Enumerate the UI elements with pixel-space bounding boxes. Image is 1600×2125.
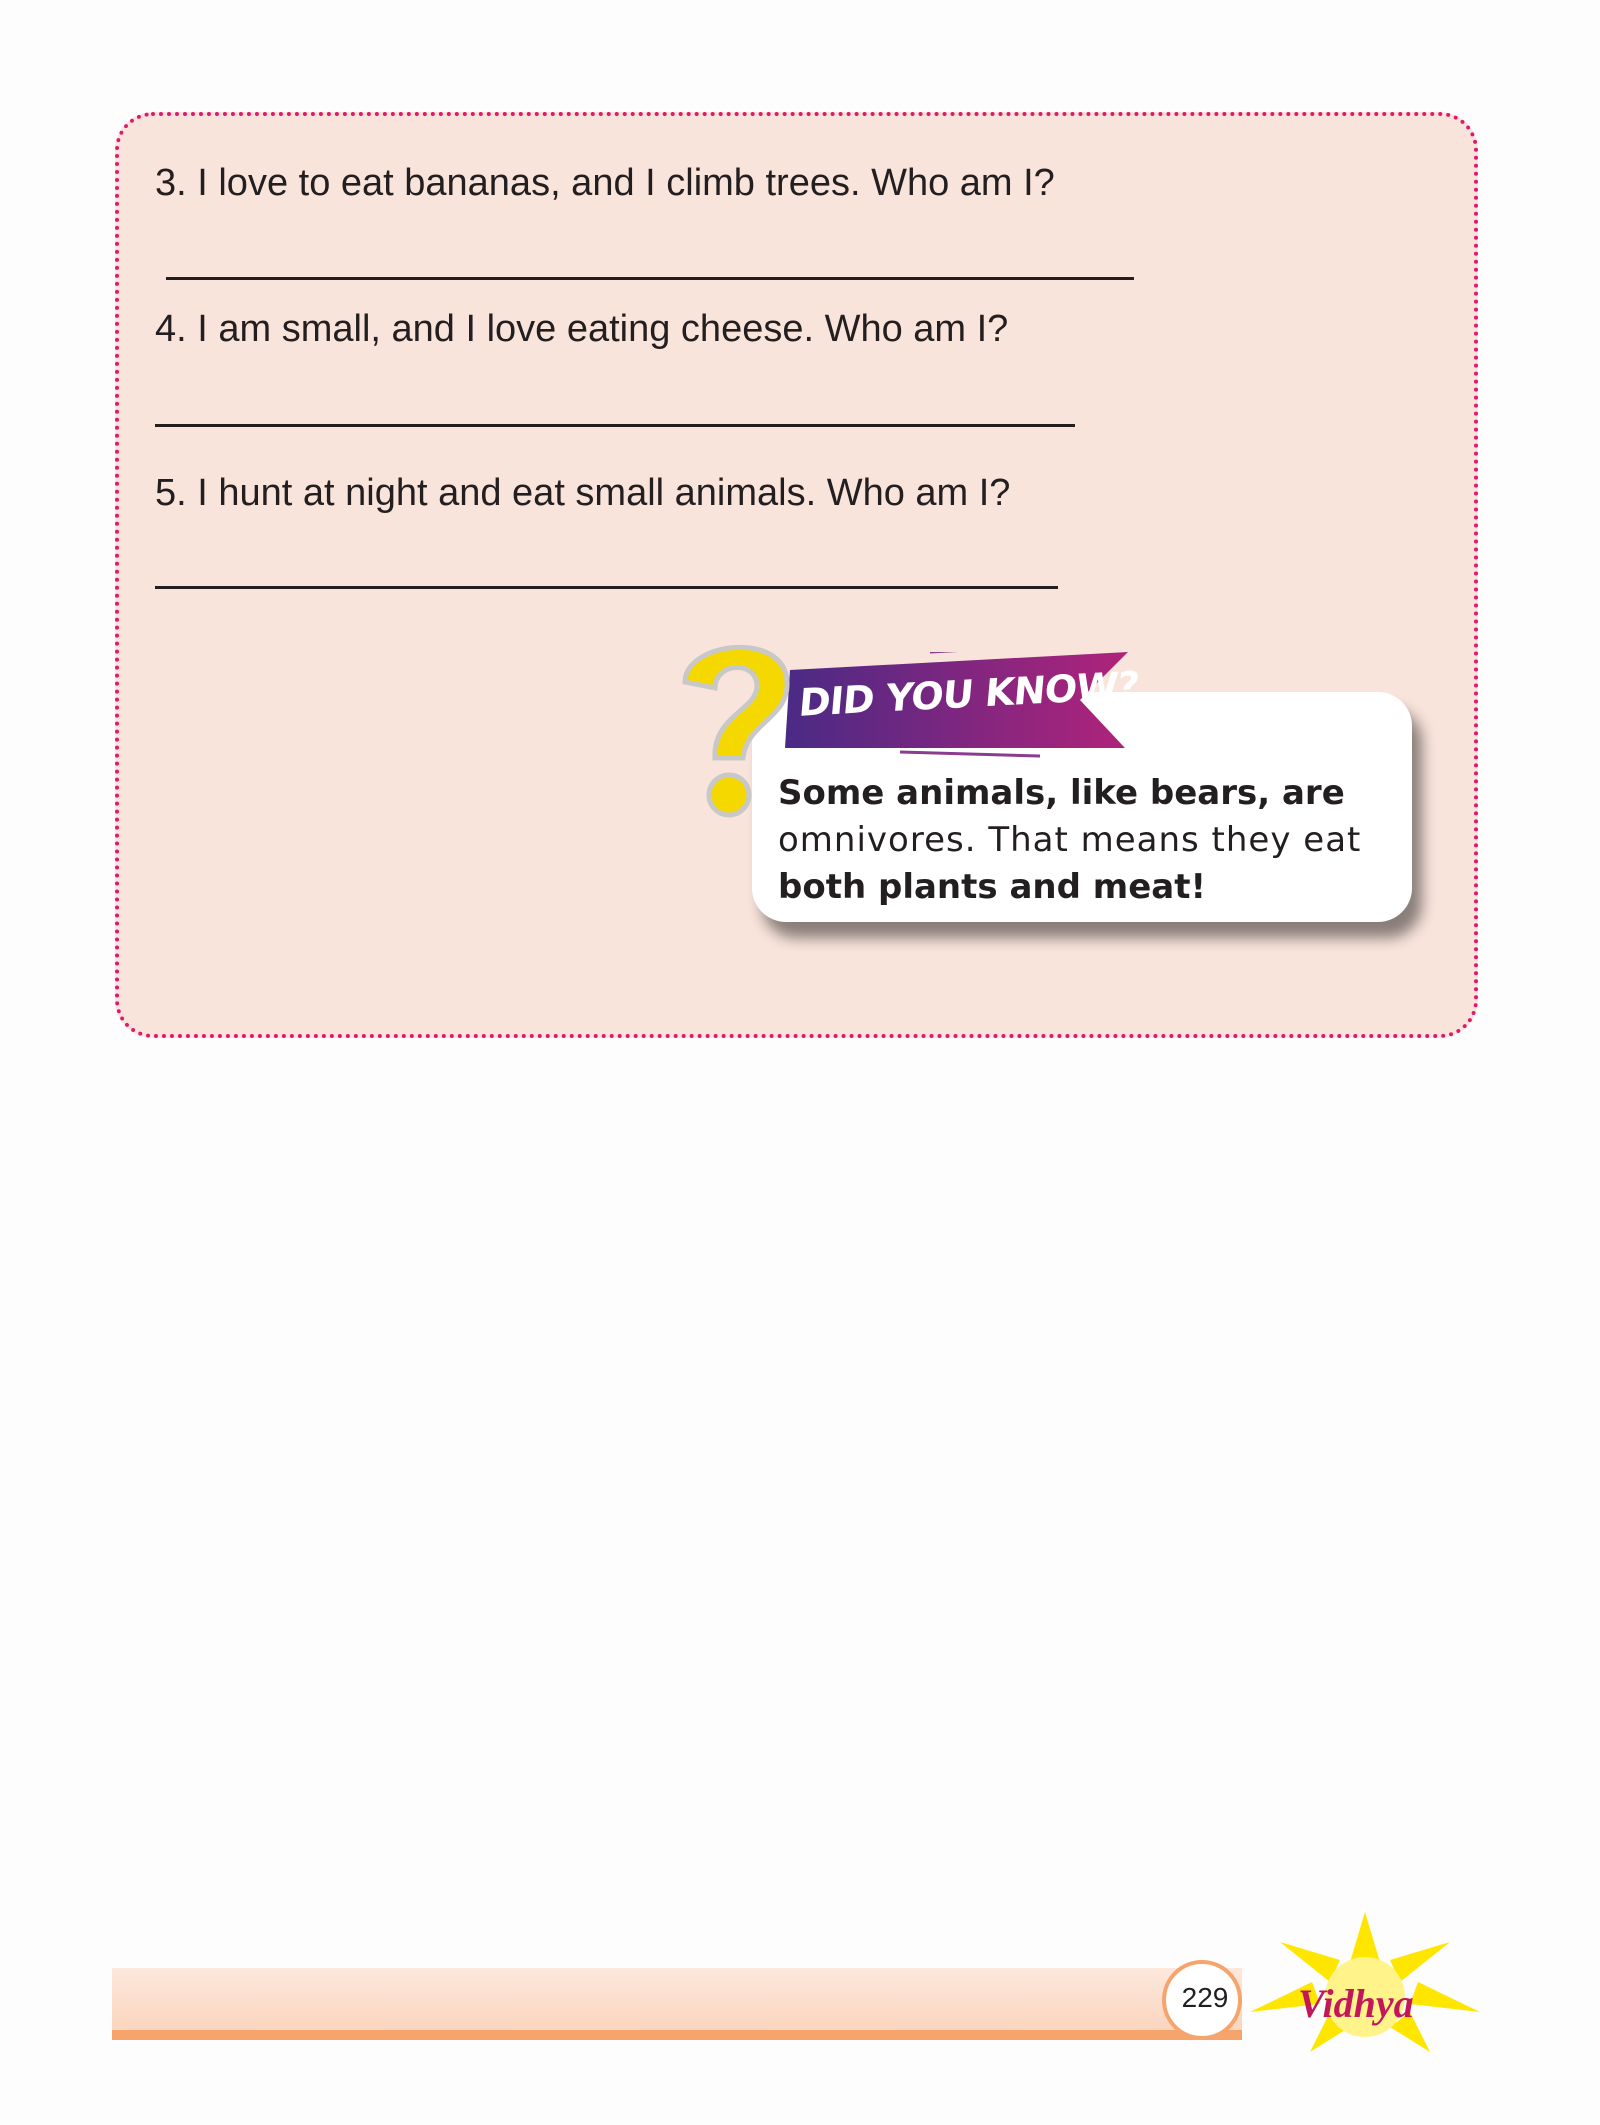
footer-bar-edge xyxy=(112,2030,1242,2040)
answer-line-5[interactable] xyxy=(155,586,1058,589)
answer-line-3[interactable] xyxy=(166,277,1134,280)
page-number: 229 xyxy=(1181,1982,1229,2013)
did-you-know-text xyxy=(778,770,1418,911)
question-5: 5. I hunt at night and eat small animals. Who am I? xyxy=(155,472,1011,514)
did-you-know-line-3: both plants and meat! xyxy=(778,867,1206,907)
question-3: 3. I love to eat bananas, and I climb trees. Who am I? xyxy=(155,162,1055,204)
did-you-know-line-1: Some animals, like bears, are xyxy=(778,773,1345,813)
footer-bar xyxy=(112,1968,1242,2030)
did-you-know-heading: DID YOU KNOW? xyxy=(797,663,1141,725)
vidhya-logo-text: Vidhya xyxy=(1298,1981,1414,2026)
answer-line-4[interactable] xyxy=(155,424,1075,427)
did-you-know-line-2: omnivores. That means they eat xyxy=(778,820,1362,860)
question-4: 4. I am small, and I love eating cheese. Who am I? xyxy=(155,308,1009,350)
